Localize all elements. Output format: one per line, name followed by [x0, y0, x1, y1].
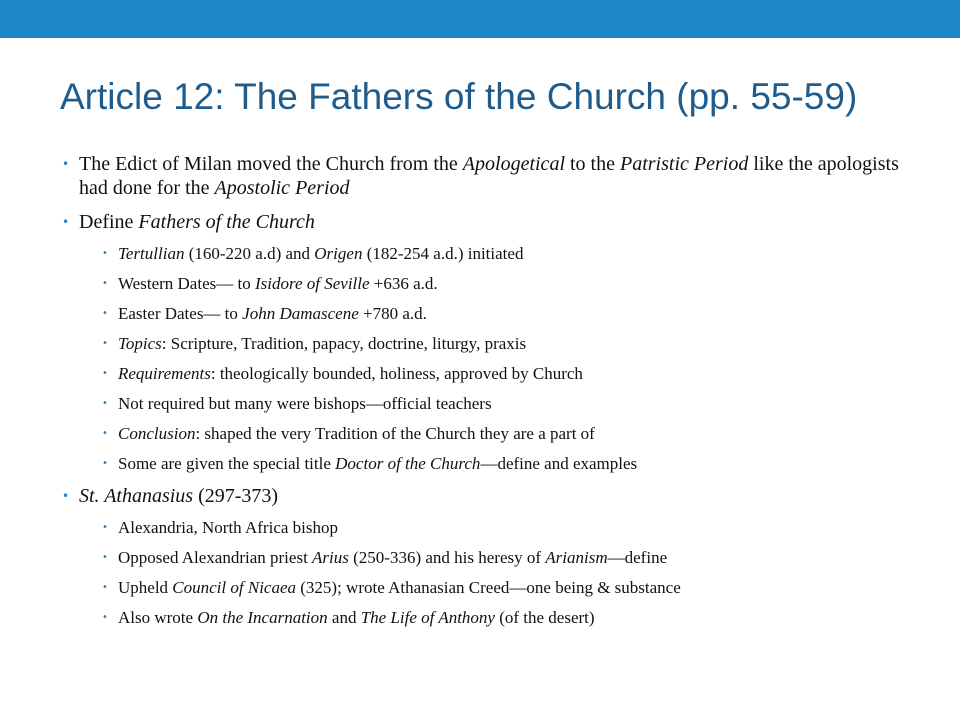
top-accent-bar — [0, 0, 960, 38]
italic-term: Patristic Period — [620, 153, 749, 175]
italic-term: Arianism — [545, 548, 608, 567]
italic-term: Council of Nicaea — [172, 578, 297, 597]
sub-bullet-alexandria — [102, 518, 922, 538]
slide-content — [62, 152, 922, 638]
bullet-icon: • — [102, 458, 108, 469]
sub-bullet-requirements — [102, 364, 922, 384]
italic-term: Doctor of the Church — [335, 454, 481, 473]
text-span: +780 a.d. — [358, 304, 427, 323]
italic-term: The Life of Anthony — [360, 608, 495, 627]
text-span: (182-254 a.d.) initiated — [362, 244, 524, 263]
text-span: —define and examples — [480, 454, 638, 473]
sub-bullet-doctor-of-church — [102, 454, 922, 474]
bullet-edict-of-milan — [62, 152, 922, 200]
bullet-icon: • — [102, 428, 108, 439]
bullet-icon: • — [102, 522, 108, 533]
italic-term: Apologetical — [462, 153, 565, 175]
text-span: Alexandria, North Africa bishop — [118, 518, 338, 537]
italic-term: St. Athanasius — [79, 485, 194, 507]
sub-bullet-not-required — [102, 394, 922, 414]
sub-bullet-list — [79, 518, 922, 628]
text-span: (250-336) and his heresy of — [348, 548, 546, 567]
sub-bullet-easter-dates — [102, 304, 922, 324]
text-span: Easter Dates— to — [118, 304, 243, 323]
italic-term: Fathers of the Church — [138, 211, 315, 233]
text-span: Some are given the special title — [118, 454, 336, 473]
text-span: The Edict of Milan moved the Church from the — [79, 153, 463, 175]
text-span: Opposed Alexandrian priest — [118, 548, 313, 567]
text-span: (of the desert) — [494, 608, 595, 627]
sub-bullet-tertullian-origen — [102, 244, 922, 264]
bullet-st-athanasius — [62, 484, 922, 628]
text-span: (160-220 a.d) and — [184, 244, 315, 263]
italic-term: Isidore of Seville — [254, 274, 370, 293]
italic-term: Topics — [118, 334, 162, 353]
text-span: Define — [79, 211, 139, 233]
slide-title: Article 12: The Fathers of the Church (pp. 55-59) — [60, 76, 858, 117]
sub-bullet-opposed-arius — [102, 548, 922, 568]
italic-term: John Damascene — [242, 304, 359, 323]
text-span: Western Dates— to — [118, 274, 255, 293]
sub-bullet-also-wrote — [102, 608, 922, 628]
bullet-icon: • — [102, 278, 108, 289]
sub-bullet-topics — [102, 334, 922, 354]
italic-term: Apostolic Period — [214, 177, 350, 199]
text-span: Upheld — [118, 578, 173, 597]
bullet-define-fathers — [62, 210, 922, 474]
bullet-icon: • — [62, 157, 70, 171]
text-span: to the — [565, 153, 620, 175]
sub-bullet-western-dates — [102, 274, 922, 294]
bullet-icon: • — [102, 552, 108, 563]
sub-bullet-list — [79, 244, 922, 474]
bullet-icon: • — [62, 215, 70, 229]
bullet-icon: • — [102, 248, 108, 259]
text-span: : Scripture, Tradition, papacy, doctrine, liturgy, praxis — [161, 334, 527, 353]
sub-bullet-conclusion — [102, 424, 922, 444]
text-span: —define — [607, 548, 668, 567]
bullet-icon: • — [102, 398, 108, 409]
text-span: Not required but many were bishops—official teachers — [118, 394, 492, 413]
bullet-list — [62, 152, 922, 628]
text-span: and — [327, 608, 361, 627]
bullet-icon: • — [102, 612, 108, 623]
text-span: +636 a.d. — [369, 274, 438, 293]
italic-term: Arius — [312, 548, 349, 567]
text-span: (325); wrote Athanasian Creed—one being & substance — [296, 578, 681, 597]
text-span: : theologically bounded, holiness, approved by Church — [210, 364, 583, 383]
bullet-icon: • — [102, 338, 108, 349]
italic-term: Origen — [314, 244, 363, 263]
italic-term: Tertullian — [118, 244, 185, 263]
italic-term: On the Incarnation — [197, 608, 328, 627]
bullet-icon: • — [102, 308, 108, 319]
italic-term: Conclusion — [118, 424, 196, 443]
text-span: : shaped the very Tradition of the Church they are a part of — [195, 424, 595, 443]
sub-bullet-upheld-nicaea — [102, 578, 922, 598]
bullet-icon: • — [102, 368, 108, 379]
text-span: like the apologists had done for the — [79, 153, 899, 199]
italic-term: Requirements — [118, 364, 211, 383]
text-span: Also wrote — [118, 608, 198, 627]
text-span: (297-373) — [193, 485, 279, 507]
bullet-icon: • — [62, 489, 70, 503]
bullet-icon: • — [102, 582, 108, 593]
